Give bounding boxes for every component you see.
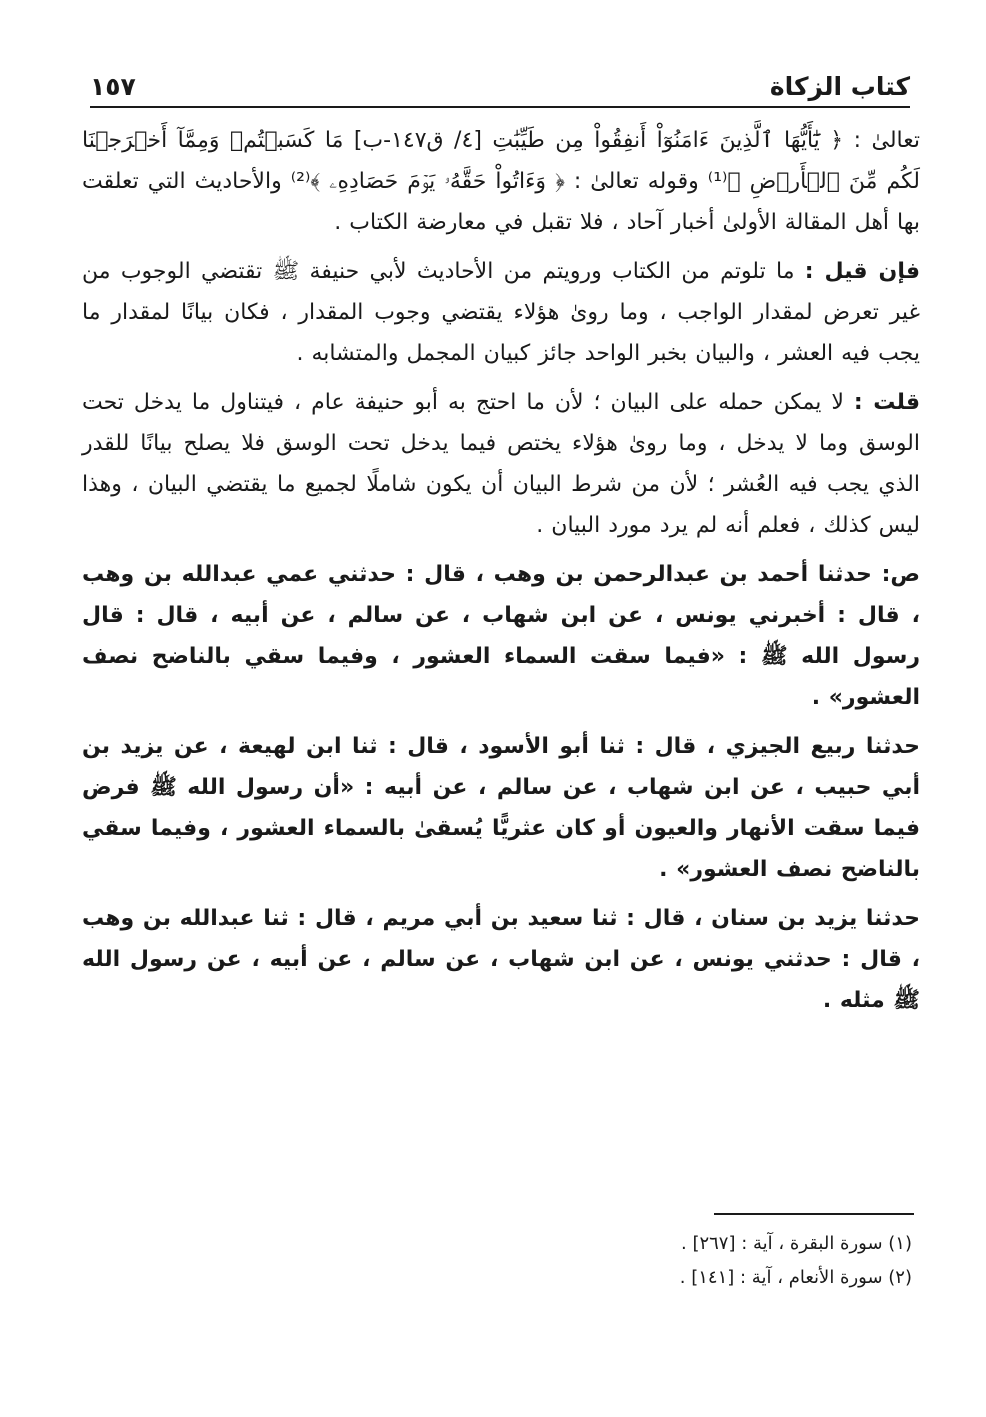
page-number: ١٥٧ [90, 72, 136, 101]
footnote-2: (٢) سورة الأنعام ، آية : [١٤١] . [679, 1267, 912, 1288]
paragraph-text: لا يمكن حمله على البيان ؛ لأن ما احتج به أبو حنيفة عام ، فيتناول ما يدخل تحت الوسق وما لا يدخل ، وما روىٰ هؤلاء يختص فيما يدخل تحت الوسق فلا يصلح بيانًا للقدر الذي يجب فيه العُشر ؛ لأن من شرط البيان أن يكون شاملًا لجميع ما يقتضي البيان ، وهذا ليس كذلك ، فعلم أنه لم يرد مورد البيان . [82, 390, 920, 538]
paragraph-hadith-2 [82, 726, 920, 890]
paragraph-text: حدثنا أحمد بن عبدالرحمن بن وهب ، قال : حدثني عمي عبدالله بن وهب ، قال : أخبرني يونس ، عن ابن شهاب ، عن سالم ، عن أبيه ، قال : قال رسول الله ﷺ : «فيما سقت السماء العشور ، وفيما سقي بالناضح نصف العشور» . [82, 562, 920, 710]
paragraph-objection [82, 251, 920, 374]
running-title: كتاب الزكاة [769, 72, 910, 101]
paragraph-text: ما تلوتم من الكتاب ورويتم من الأحاديث لأبي حنيفة ﷺ تقتضي الوجوب من غير تعرض لمقدار الواجب ، وما روىٰ هؤلاء يقتضي وجوب المقدار ، فكان بيانًا لمقدار ما يجب فيه العشر ، والبيان بخبر الواحد جائز كبيان المجمل والمتشابه . [82, 259, 920, 366]
paragraph-text: تعالىٰ : ﴿ يَٰٓأَيُّهَا ٱلَّذِينَ ءَامَنُوٓاْ أَنفِقُواْ مِن طَيِّبَٰتِ [٤/ ق١٤٧-ب] مَا كَسَبۡتُمۡ وَمِمَّآ أَخۡرَجۡنَا لَكُم مِّنَ ٱلۡأَرۡضِ ﴾⁽¹⁾ وقوله تعالىٰ : ﴿ وَءَاتُواْ حَقَّهُۥ يَوۡمَ حَصَادِهِۦ ﴾⁽²⁾ والأحاديث التي تعلقت بها أهل المقالة الأولىٰ أخبار آحاد ، فلا تقبل في معارضة الكتاب . [82, 128, 920, 235]
footnotes [300, 1225, 912, 1297]
main-text [82, 120, 920, 1029]
paragraph-lead: فإن قيل : [804, 259, 920, 284]
paragraph-reply [82, 382, 920, 546]
paragraph-hadith-3 [82, 898, 920, 1021]
paragraph-hadith-1 [82, 554, 920, 718]
footnote-1: (١) سورة البقرة ، آية : [٢٦٧] . [681, 1233, 912, 1254]
paragraph-quran-citation [82, 120, 920, 243]
paragraph-lead: قلت : [853, 390, 920, 415]
paragraph-text: حدثنا يزيد بن سنان ، قال : ثنا سعيد بن أبي مريم ، قال : ثنا عبدالله بن وهب ، قال : حدثني يونس ، عن ابن شهاب ، عن سالم ، عن أبيه ، عن رسول الله ﷺ مثله . [82, 906, 920, 1013]
paragraph-text: حدثنا ربيع الجيزي ، قال : ثنا أبو الأسود ، قال : ثنا ابن لهيعة ، عن يزيد بن أبي حبيب ، عن ابن شهاب ، عن سالم ، عن أبيه : «أن رسول الله ﷺ فرض فيما سقت الأنهار والعيون أو كان عثريًّا يُسقىٰ بالسماء العشور ، وفيما سقي بالناضح نصف العشور» . [82, 734, 920, 882]
paragraph-lead: ص: [881, 562, 920, 587]
page-header [90, 52, 910, 108]
footnote-divider [714, 1213, 914, 1215]
